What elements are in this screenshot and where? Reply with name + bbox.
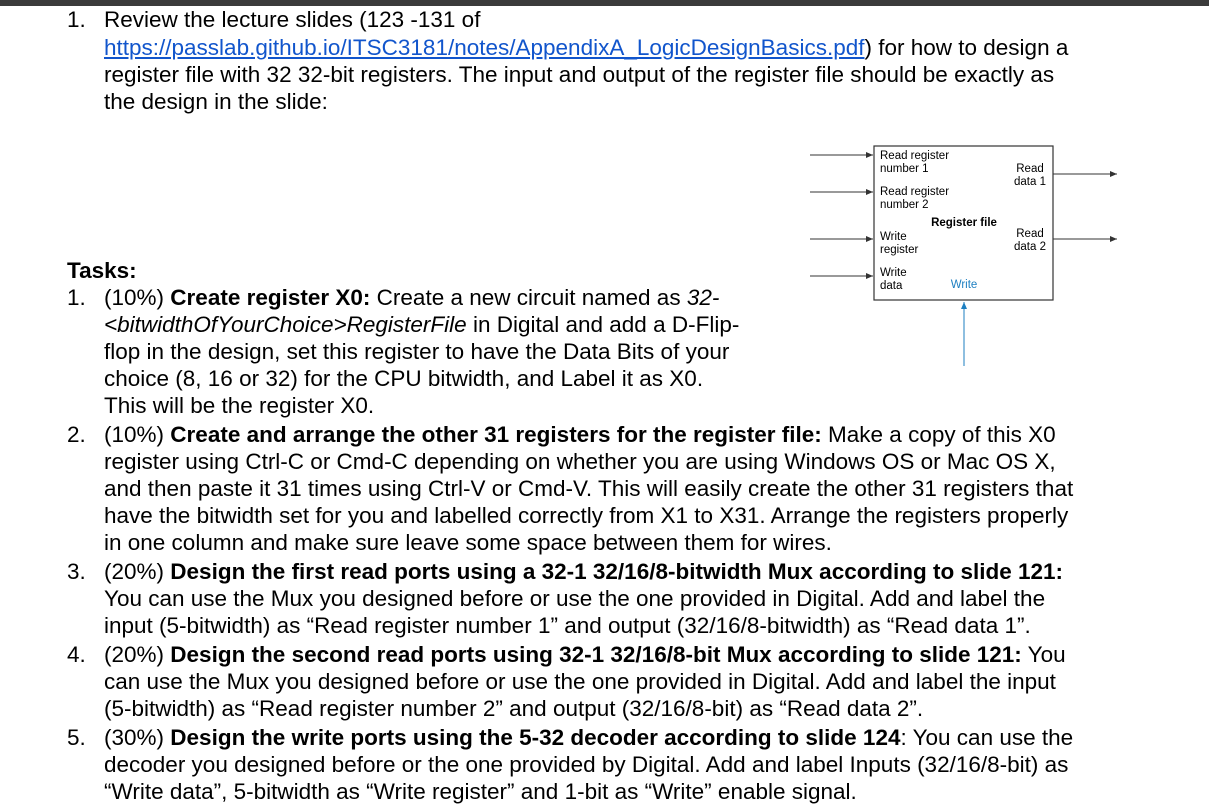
intro-number: 1.	[67, 7, 86, 32]
task-2-number: 2.	[67, 422, 86, 447]
task-3-line-3: input (5-bitwidth) as “Read register number 1” and output (32/16/8-bitwidth) as “Read data 1”.	[104, 613, 1031, 638]
task-1-italic-1: 32-	[686, 285, 720, 310]
out1-label-b: data 1	[1014, 176, 1046, 189]
task-5-line-2: decoder you designed before or the one provided by Digital. Add and label Inputs (32/16/8-bit) as	[104, 752, 1069, 777]
task-2-title: Create and arrange the other 31 registers for the register file:	[170, 422, 822, 447]
task-1-line-4: choice (8, 16 or 32) for the CPU bitwidth, and Label it as X0.	[104, 366, 704, 391]
out1-label-a: Read	[1016, 163, 1044, 176]
task-1-line-2	[104, 311, 739, 338]
task-2-line-4: have the bitwidth set for you and labelled correctly from X1 to X31. Arrange the registers properly	[104, 503, 1069, 528]
task-3-number: 3.	[67, 559, 86, 584]
intro-line-2-rest: ) for how to design a	[864, 35, 1069, 60]
task-1-text-1: Create a new circuit named as	[376, 285, 681, 310]
task-1-percent: (10%)	[104, 285, 165, 310]
register-file-title: Register file	[931, 217, 997, 230]
task-3-title: Design the first read ports using a 32-1 32/16/8-bitwidth Mux according to slide 121:	[170, 559, 1064, 584]
slides-link[interactable]: https://passlab.github.io/ITSC3181/notes/AppendixA_LogicDesignBasics.pdf	[104, 35, 865, 60]
task-1-line-1	[104, 284, 719, 311]
intro-line-1: Review the lecture slides (123 -131 of	[104, 7, 481, 32]
register-file-diagram	[800, 140, 1130, 376]
out2-label-b: data 2	[1014, 241, 1046, 254]
task-4-line-3: (5-bitwidth) as “Read register number 2” and output (32/16/8-bit) as “Read data 2”.	[104, 696, 924, 721]
task-5-text-1: : You can use the	[900, 725, 1074, 750]
intro-line-4: the design in the slide:	[104, 89, 328, 114]
out2-label-a: Read	[1016, 228, 1044, 241]
task-4-title: Design the second read ports using 32-1 32/16/8-bit Mux according to slide 121:	[170, 642, 1022, 667]
in3-label-a: Write	[880, 231, 907, 244]
task-3-line-1	[104, 558, 1063, 585]
in2-label-a: Read register	[880, 186, 950, 199]
intro-line-3: register file with 32 32-bit registers. The input and output of the register file should be exactly as	[104, 62, 1055, 87]
in1-label-a: Read register	[880, 150, 950, 163]
in4-label-b: data	[880, 280, 903, 293]
in4-label-a: Write	[880, 267, 907, 280]
task-4-number: 4.	[67, 642, 86, 667]
task-5-line-1	[104, 724, 1073, 751]
task-1-italic-2: <bitwidthOfYourChoice>RegisterFile	[104, 312, 467, 337]
tasks-heading: Tasks:	[67, 258, 137, 283]
in2-label-b: number 2	[880, 199, 929, 212]
task-2-line-1	[104, 421, 1056, 448]
in1-label-b: number 1	[880, 163, 929, 176]
task-3-percent: (20%)	[104, 559, 165, 584]
task-2-line-3: and then paste it 31 times using Ctrl-V or Cmd-V. This will easily create the other 31 registers that	[104, 476, 1074, 501]
task-4-line-1	[104, 641, 1066, 668]
task-1-text-2: in Digital and add a D-Flip-	[472, 312, 740, 337]
write-label: Write	[950, 279, 978, 292]
task-5-line-3: “Write data”, 5-bitwidth as “Write register” and 1-bit as “Write” enable signal.	[104, 779, 857, 804]
task-5-title: Design the write ports using the 5-32 decoder according to slide 124	[170, 725, 901, 750]
task-5-number: 5.	[67, 725, 86, 750]
task-4-text-1: You	[1027, 642, 1066, 667]
task-5-percent: (30%)	[104, 725, 165, 750]
task-2-percent: (10%)	[104, 422, 165, 447]
task-2-line-5: in one column and make sure leave some space between them for wires.	[104, 530, 832, 555]
task-1-line-3: flop in the design, set this register to have the Data Bits of your	[104, 339, 730, 364]
task-4-line-2: can use the Mux you designed before or use the one provided in Digital. Add and label the input	[104, 669, 1056, 694]
task-2-text-1: Make a copy of this X0	[828, 422, 1056, 447]
in3-label-b: register	[880, 244, 919, 257]
task-2-line-2: register using Ctrl-C or Cmd-C depending on whether you are using Windows OS or Mac OS X,	[104, 449, 1056, 474]
task-1-title: Create register X0:	[170, 285, 371, 310]
task-3-line-2: You can use the Mux you designed before or use the one provided in Digital. Add and label the	[104, 586, 1046, 611]
intro-line-2	[104, 34, 1068, 61]
task-1-line-5: This will be the register X0.	[104, 393, 375, 418]
task-4-percent: (20%)	[104, 642, 165, 667]
task-1-number: 1.	[67, 285, 86, 310]
